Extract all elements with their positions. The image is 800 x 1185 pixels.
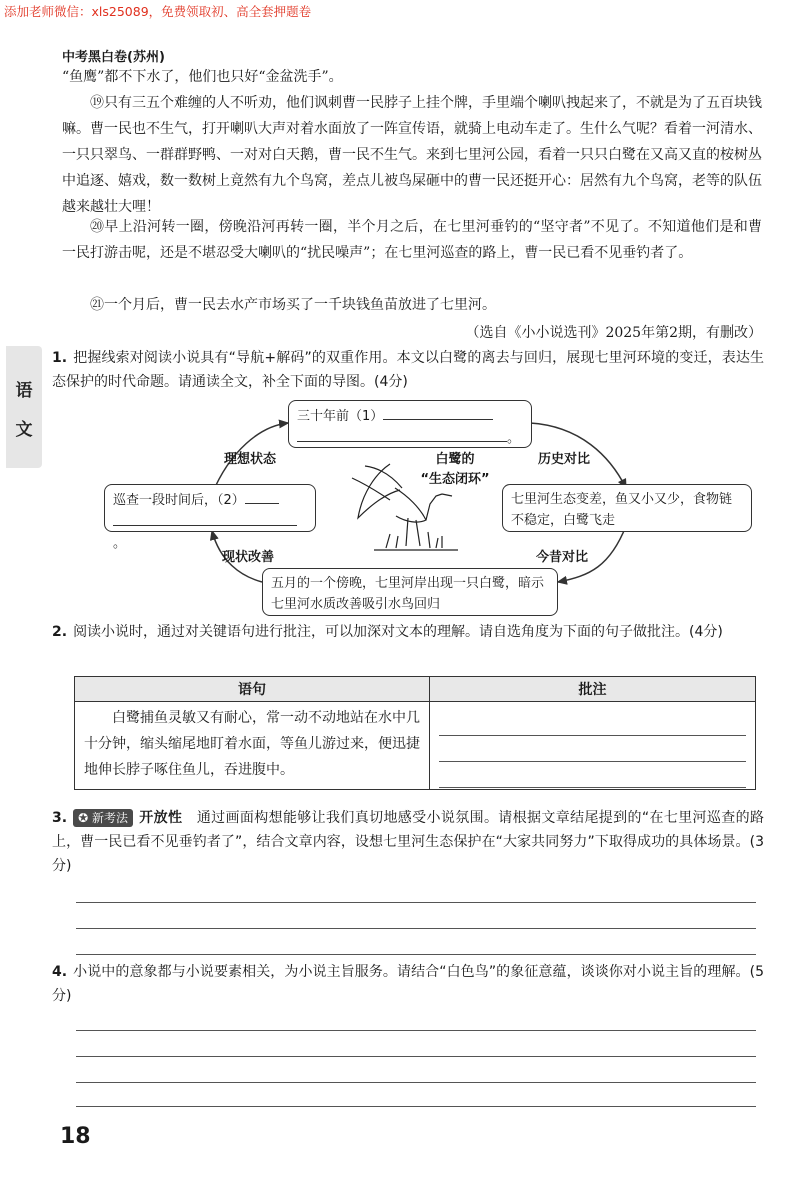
quoted-sentence: 白鹭捕鱼灵敏又有耐心，常一动不动地站在水中几十分钟，缩头缩尾地盯着水面，等鱼儿游过来，便迅捷地伸长脖子啄住鱼儿，吞进腹中。 [84,710,420,778]
label-ideal-state: 理想状态 [224,452,277,467]
page-number: 18 [60,1124,91,1149]
side-tab-char-1: 语 [15,381,33,401]
center-label-line1: 白鹭的 [435,452,475,467]
question-4-text: 小说中的意象都与小说要素相关，为小说主旨服务。请结合“白色鸟”的象征意蕴，谈谈你对小说主旨的理解。(5分) [52,964,764,1004]
label-past-present: 今昔对比 [536,550,589,565]
question-1 [52,346,764,394]
question-3 [52,806,764,878]
answer-line[interactable] [76,1106,756,1107]
question-2-number: 2. [52,624,68,640]
source-citation: （选自《小小说选刊》2025年第2期，有删改） [465,325,762,341]
paragraph-continued: “鱼鹰”都不下水了，他们也只好“金盆洗手”。 [62,69,343,85]
side-tab-char-2: 文 [15,420,33,440]
paragraph-21: ㉑一个月后，曹一民去水产市场买了一千块钱鱼苗放进了七里河。 [90,297,496,313]
question-2-text: 阅读小说时，通过对关键语句进行批注，可以加深对文本的理解。请自选角度为下面的句子做批注。(4分) [73,624,723,640]
center-label [410,450,500,490]
annotation-line[interactable] [439,703,746,736]
question-1-text: 把握线索对阅读小说具有“导航+解码”的双重作用。本文以白鹭的离去与回归，展现七里河环境的变迁，表达生态保护的时代命题。请通读全文，补全下面的导图。(4分) [52,350,764,390]
paragraph-19: ⑲只有三五个难缠的人不听劝，他们讽刺曹一民脖子上挂个牌，手里端个喇叭拽起来了，不就是为了五百块钱嘛。曹一民也不生气，打开喇叭大声对着水面放了一阵宣传语，就骑上电动车走了。生什么气呢？看着一河清水、一只只翠鸟、一群群野鸭、一对对白天鹅，曹一民不生气。来到七里河公园，看着一只只白鹭在又高又直的桉树丛中追逐、嬉戏，数一数树上竟然有九个鸟窝，差点儿被鸟屎砸中的曹一民还挺开心：居然有九个鸟窝，老等的队伍越来越壮大哩！ [62,95,762,215]
paragraph-20: ⑳早上沿河转一圈，傍晚沿河再转一圈，半个月之后，在七里河垂钓的“坚守者”不见了。不知道他们是和曹一民打游击呢，还是不堪忍受大喇叭的“扰民噪声”；在七里河巡查的路上，曹一民已看不见垂钓者了。 [62,219,762,261]
annotation-line[interactable] [439,762,746,788]
bottom-box [262,568,558,616]
label-status-improve: 现状改善 [222,550,275,565]
answer-blank-2a[interactable] [245,489,279,504]
answer-line[interactable] [76,928,756,929]
watermark-text: 添加老师微信：xls25089，免费领取初、高全套押题卷 [4,4,312,19]
page-header: 中考黑白卷(苏州) [62,50,165,65]
right-box [502,484,752,532]
answer-line[interactable] [76,1056,756,1057]
top-box-end: 。 [507,431,521,446]
top-box-text: 三十年前（1） [297,409,384,424]
badge-text: 新考法 [91,811,128,825]
top-box [288,400,532,448]
annotation-table [74,676,756,790]
answer-line[interactable] [76,1082,756,1083]
question-3-text: 通过画面构想能够让我们真切地感受小说氛围。请根据文章结尾提到的“在七里河巡查的路上，曹一民已看不见垂钓者了”，结合文章内容，设想七里河生态保护在“大家共同努力”下取得成功的具体场景。(3分) [52,810,764,874]
col-header-sentence: 语句 [75,677,430,702]
left-box-text: 巡查一段时间后，（2） [113,493,245,508]
mind-map-diagram [90,396,770,628]
bottom-box-text: 五月的一个傍晚，七里河岸出现一只白鹭，暗示七里河水质改善吸引水鸟回归 [271,576,545,612]
center-label-line2: “生态闭环” [420,472,490,487]
question-1-number: 1. [52,350,68,366]
question-2 [52,620,764,644]
right-box-text: 七里河生态变差，鱼又小又少，食物链不稳定，白鹭飞走 [511,492,733,528]
question-4-number: 4. [52,964,68,980]
answer-line[interactable] [76,1030,756,1031]
annotation-answer-area[interactable] [430,702,756,790]
answer-blank-1b[interactable] [297,427,507,442]
left-box [104,484,316,551]
subject-side-tab [6,346,42,468]
answer-line[interactable] [76,902,756,903]
new-method-badge: ✪ 新考法 [73,809,133,827]
question-3-tag: 开放性 [138,810,183,826]
answer-blank-1a[interactable] [383,405,493,420]
question-4 [52,960,764,1008]
annotation-line[interactable] [439,736,746,762]
left-box-end: 。 [113,536,127,551]
col-header-annotation: 批注 [430,677,756,702]
question-3-number: 3. [52,810,68,826]
label-history-compare: 历史对比 [538,452,591,467]
answer-blank-2b[interactable] [113,511,297,526]
answer-line[interactable] [76,954,756,955]
